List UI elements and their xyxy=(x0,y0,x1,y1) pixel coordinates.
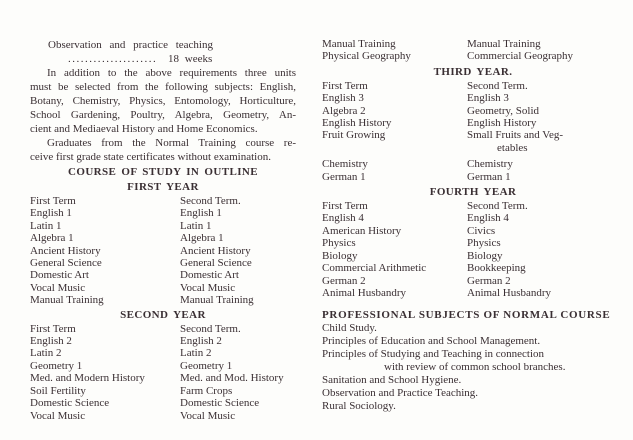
third-year-heading: THIRD YEAR. xyxy=(433,65,513,78)
course-row xyxy=(322,129,624,141)
course-second-term: English 1 xyxy=(180,207,222,220)
course-second-term: Geometry, Solid xyxy=(467,104,539,117)
first-year-heading: FIRST YEAR xyxy=(127,181,199,193)
course-first-term: Biology xyxy=(322,249,358,262)
course-first-term: English 3 xyxy=(322,92,364,105)
course-first-term: Manual Training xyxy=(30,294,104,307)
addition-paragraph xyxy=(30,66,296,136)
course-first-term: Chemistry xyxy=(322,158,368,171)
course-row xyxy=(322,250,624,262)
paragraph-line: Botany, Chemistry, Physics, Entomology, Horticulture, xyxy=(30,95,296,107)
course-second-term: Vocal Music xyxy=(180,281,236,294)
professional-item: Principles of Studying and Teaching in connection xyxy=(322,348,545,361)
course-row xyxy=(30,385,296,397)
course-row xyxy=(30,397,296,409)
course-second-term: Ancient History xyxy=(180,244,251,257)
course-first-term: Ancient History xyxy=(30,244,101,257)
term-header-row xyxy=(30,323,296,335)
observation-line: Observation and practice teaching xyxy=(48,39,213,51)
course-second-term: General Science xyxy=(180,257,252,270)
course-second-term: English History xyxy=(467,117,537,130)
course-second-term: Manual Training xyxy=(467,38,541,50)
right-page-column xyxy=(322,38,624,413)
course-first-term xyxy=(322,142,467,154)
course-row xyxy=(30,220,296,232)
paragraph-line: must be selected from the following subjects: English, xyxy=(30,81,296,93)
paragraph-line: ceive first grade state certificates without examination. xyxy=(30,151,271,163)
course-second-term: Civics xyxy=(467,224,496,237)
professional-item: Principles of Education and School Management. xyxy=(322,335,541,348)
weeks-line xyxy=(30,52,296,66)
course-second-term: Small Fruits and Veg- xyxy=(467,129,564,142)
first-term-label: First Term xyxy=(322,79,368,92)
course-first-term: Manual Training xyxy=(322,38,396,50)
course-first-term: Algebra 2 xyxy=(322,104,366,117)
course-row xyxy=(322,171,624,183)
course-row xyxy=(322,142,624,154)
professional-item: Child Study. xyxy=(322,322,377,335)
professional-item: Sanitation and School Hygiene. xyxy=(322,374,462,387)
course-first-term: Domestic Art xyxy=(30,269,89,282)
course-first-term: English 4 xyxy=(322,212,364,225)
course-first-term: Med. and Modern History xyxy=(30,372,145,385)
course-first-term: Soil Fertility xyxy=(30,384,86,397)
first-term-label: First Term xyxy=(30,322,76,335)
course-second-term: German 2 xyxy=(467,274,511,287)
course-second-term: German 1 xyxy=(467,170,511,183)
second-term-label: Second Term. xyxy=(180,195,241,207)
course-second-term: English 3 xyxy=(467,92,509,105)
course-row xyxy=(30,294,296,306)
course-second-term: Bookkeeping xyxy=(467,262,526,275)
term-header-row xyxy=(322,200,624,212)
course-row xyxy=(322,105,624,117)
paragraph-line: Graduates from the Normal Training course re- xyxy=(47,137,296,149)
course-row xyxy=(322,212,624,224)
course-second-term: Commercial Geography xyxy=(467,50,573,63)
course-first-term: Fruit Growing xyxy=(322,129,386,142)
course-first-term: American History xyxy=(322,224,402,237)
course-row xyxy=(322,262,624,274)
course-second-term: Domestic Art xyxy=(180,269,239,282)
course-second-term: Physics xyxy=(467,237,501,250)
course-row xyxy=(322,50,624,62)
first-year-table xyxy=(30,207,296,306)
course-row xyxy=(30,269,296,281)
course-first-term: Physics xyxy=(322,237,356,250)
course-second-term: Med. and Mod. History xyxy=(180,372,284,385)
second-year-heading: SECOND YEAR xyxy=(120,308,206,321)
course-first-term: Latin 2 xyxy=(30,347,62,360)
left-page-column xyxy=(30,38,296,422)
course-first-term: Vocal Music xyxy=(30,281,86,294)
course-second-term: Animal Husbandry xyxy=(467,286,552,299)
course-row xyxy=(30,282,296,294)
course-row xyxy=(30,360,296,372)
course-row xyxy=(30,410,296,422)
course-first-term: Domestic Science xyxy=(30,397,110,410)
course-second-term: Biology xyxy=(467,249,503,262)
course-first-term: English History xyxy=(322,117,392,130)
course-row xyxy=(322,117,624,129)
course-second-term: Manual Training xyxy=(180,294,254,307)
term-header-row xyxy=(30,195,296,207)
dots-leader: ..................... xyxy=(68,53,158,65)
course-first-term: Geometry 1 xyxy=(30,359,83,372)
course-first-term: German 1 xyxy=(322,170,366,183)
second-year-table xyxy=(30,335,296,422)
course-row xyxy=(30,245,296,257)
course-first-term: German 2 xyxy=(322,274,366,287)
course-row xyxy=(322,158,624,170)
third-year-table xyxy=(322,92,624,183)
first-term-label: First Term xyxy=(30,195,76,207)
course-row xyxy=(30,232,296,244)
course-first-term: English 2 xyxy=(30,335,72,348)
professional-item: Observation and Practice Teaching. xyxy=(322,387,479,400)
course-row xyxy=(322,287,624,299)
second-term-label: Second Term. xyxy=(467,200,528,213)
course-first-term: Animal Husbandry xyxy=(322,286,407,299)
professional-subjects-list xyxy=(322,322,624,413)
course-second-term: Latin 1 xyxy=(180,219,212,232)
course-second-term: English 4 xyxy=(467,212,509,225)
course-row xyxy=(322,237,624,249)
professional-item: with review of common school branches. xyxy=(384,361,566,374)
paragraph-line: cient and Mediaeval History and Home Economics. xyxy=(30,123,258,135)
course-second-term: English 2 xyxy=(180,335,222,348)
course-second-term: Latin 2 xyxy=(180,347,212,360)
course-row xyxy=(322,92,624,104)
course-row xyxy=(30,347,296,359)
first-term-label: First Term xyxy=(322,200,368,213)
second-term-label: Second Term. xyxy=(467,79,528,92)
graduates-paragraph xyxy=(30,136,296,164)
course-first-term: Commercial Arithmetic xyxy=(322,262,427,275)
course-second-term: Algebra 1 xyxy=(180,232,224,245)
weeks-value: 18 weeks xyxy=(168,53,213,65)
course-row xyxy=(322,225,624,237)
course-row xyxy=(30,372,296,384)
course-second-term: etables xyxy=(497,141,528,154)
course-second-term: Geometry 1 xyxy=(180,359,233,372)
course-second-term: Farm Crops xyxy=(180,384,233,397)
fourth-year-table xyxy=(322,212,624,299)
course-first-term: Algebra 1 xyxy=(30,232,74,245)
course-first-term: Vocal Music xyxy=(30,409,86,422)
course-row xyxy=(30,335,296,347)
course-row xyxy=(30,257,296,269)
professional-subjects-heading: PROFESSIONAL SUBJECTS OF NORMAL COURSE xyxy=(322,309,611,322)
course-second-term: Vocal Music xyxy=(180,409,236,422)
course-first-term: Latin 1 xyxy=(30,219,62,232)
course-second-term: Domestic Science xyxy=(180,397,260,410)
paragraph-line: School Gardening, Poultry, Algebra, Geometry, An- xyxy=(30,109,296,121)
outline-heading: COURSE OF STUDY IN OUTLINE xyxy=(68,166,258,178)
course-row xyxy=(322,275,624,287)
course-first-term: Physical Geography xyxy=(322,50,411,63)
course-row xyxy=(322,38,624,50)
course-first-term: English 1 xyxy=(30,207,72,220)
second-term-label: Second Term. xyxy=(180,322,241,335)
course-first-term: General Science xyxy=(30,257,102,270)
fourth-year-heading: FOURTH YEAR xyxy=(429,186,517,199)
course-row xyxy=(30,207,296,219)
second-year-carryover-table xyxy=(322,38,624,63)
course-second-term: Chemistry xyxy=(467,158,513,171)
paragraph-line: In addition to the above requirements three units xyxy=(47,67,296,79)
professional-item: Rural Sociology. xyxy=(322,400,396,413)
term-header-row xyxy=(322,80,624,92)
